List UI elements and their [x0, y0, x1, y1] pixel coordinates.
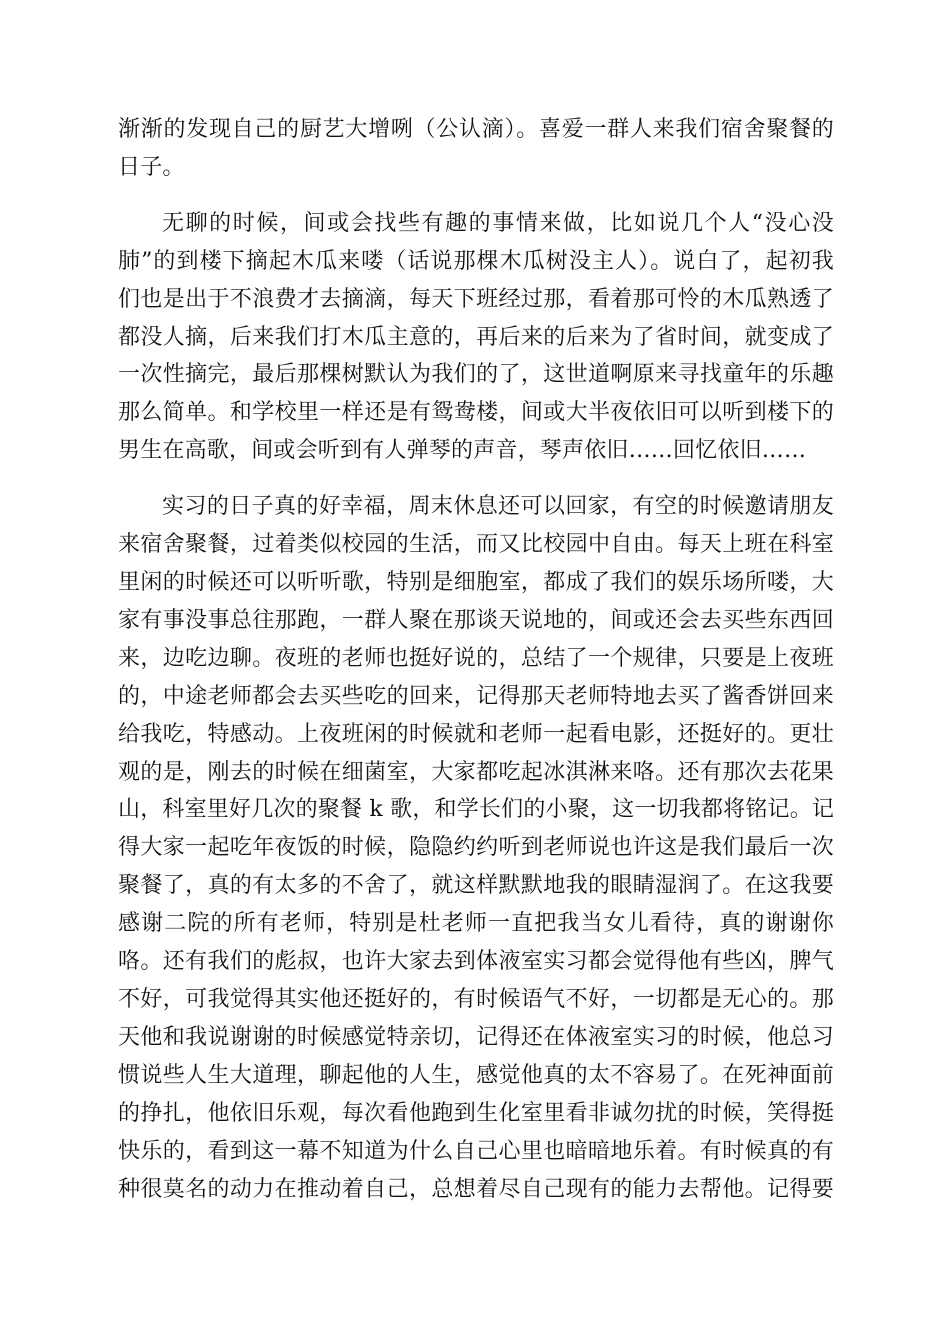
paragraph-3-line-18: 快乐的，看到这一幕不知道为什么自己心里也暗暗地乐着。有时候真的有 — [118, 1139, 834, 1164]
paragraph-3-line-3: 里闲的时候还可以听听歌，特别是细胞室，都成了我们的娱乐场所喽，大 — [118, 570, 834, 595]
paragraph-3-line-9: 山，科室里好几次的聚餐 k 歌，和学长们的小聚，这一切我都将铭记。记 — [118, 797, 835, 822]
paragraph-3-line-12: 感谢二院的所有老师，特别是杜老师一直把我当女儿看待，真的谢谢你 — [118, 911, 834, 936]
paragraph-3-line-17: 的挣扎，他依旧乐观，每次看他跑到生化室里看非诚勿扰的时候，笑得挺 — [118, 1101, 834, 1126]
paragraph-3-line-8: 观的是，刚去的时候在细菌室，大家都吃起冰淇淋来咯。还有那次去花果 — [118, 760, 834, 785]
paragraph-2-line-3: 们也是出于不浪费才去摘滴，每天下班经过那，看着那可怜的木瓜熟透了 — [118, 287, 834, 312]
paragraph-3-line-4: 家有事没事总往那跑，一群人聚在那谈天说地的，间或还会去买些东西回 — [118, 608, 834, 633]
paragraph-3-line-15: 天他和我说谢谢的时候感觉特亲切，记得还在体液室实习的时候，他总习 — [118, 1025, 834, 1050]
paragraph-3-line-13: 咯。还有我们的彪叔，也许大家去到体液室实习都会觉得他有些凶，脾气 — [118, 949, 834, 974]
paragraph-3-line-5: 来，边吃边聊。夜班的老师也挺好说的，总结了一个规律，只要是上夜班 — [118, 646, 834, 671]
paragraph-1-line-2: 日子。 — [118, 155, 185, 180]
paragraph-3-line-7: 给我吃，特感动。上夜班闲的时候就和老师一起看电影，还挺好的。更壮 — [118, 722, 834, 747]
paragraph-3-line-14: 不好，可我觉得其实他还挺好的，有时候语气不好，一切都是无心的。那 — [118, 987, 834, 1012]
paragraph-2-line-5: 一次性摘完，最后那棵树默认为我们的了，这世道啊原来寻找童年的乐趣 — [118, 362, 834, 387]
paragraph-2-line-2: 肺”的到楼下摘起木瓜来喽（话说那棵木瓜树没主人）。说白了，起初我 — [118, 249, 834, 274]
paragraph-3-line-11: 聚餐了，真的有太多的不舍了，就这样默默地我的眼睛湿润了。在这我要 — [118, 873, 834, 898]
paragraph-3-line-2: 来宿舍聚餐，过着类似校园的生活，而又比校园中自由。每天上班在科室 — [118, 532, 834, 557]
paragraph-3-line-1: 实习的日子真的好幸福，周末休息还可以回家，有空的时候邀请朋友 — [162, 494, 834, 519]
paragraph-3-line-19: 种很莫名的动力在推动着自己，总想着尽自己现有的能力去帮他。记得要 — [118, 1177, 834, 1202]
paragraph-2-line-4: 都没人摘，后来我们打木瓜主意的，再后来的后来为了省时间，就变成了 — [118, 325, 834, 350]
paragraph-3-line-6: 的，中途老师都会去买些吃的回来，记得那天老师特地去买了酱香饼回来 — [118, 684, 834, 709]
paragraph-2-line-6: 那么简单。和学校里一样还是有鸳鸯楼，间或大半夜依旧可以听到楼下的 — [118, 400, 834, 425]
paragraph-2-line-1: 无聊的时候，间或会找些有趣的事情来做，比如说几个人“没心没 — [162, 211, 834, 236]
paragraph-3-line-10: 得大家一起吃年夜饭的时候，隐隐约约听到老师说也许这是我们最后一次 — [118, 835, 834, 860]
paragraph-2-line-7: 男生在高歌，间或会听到有人弹琴的声音，琴声依旧……回忆依旧…… — [118, 438, 807, 463]
paragraph-1-line-1: 渐渐的发现自己的厨艺大增咧（公认滴）。喜爱一群人来我们宿舍聚餐的 — [118, 117, 834, 142]
paragraph-3-line-16: 惯说些人生大道理，聊起他的人生，感觉他真的太不容易了。在死神面前 — [118, 1063, 834, 1088]
